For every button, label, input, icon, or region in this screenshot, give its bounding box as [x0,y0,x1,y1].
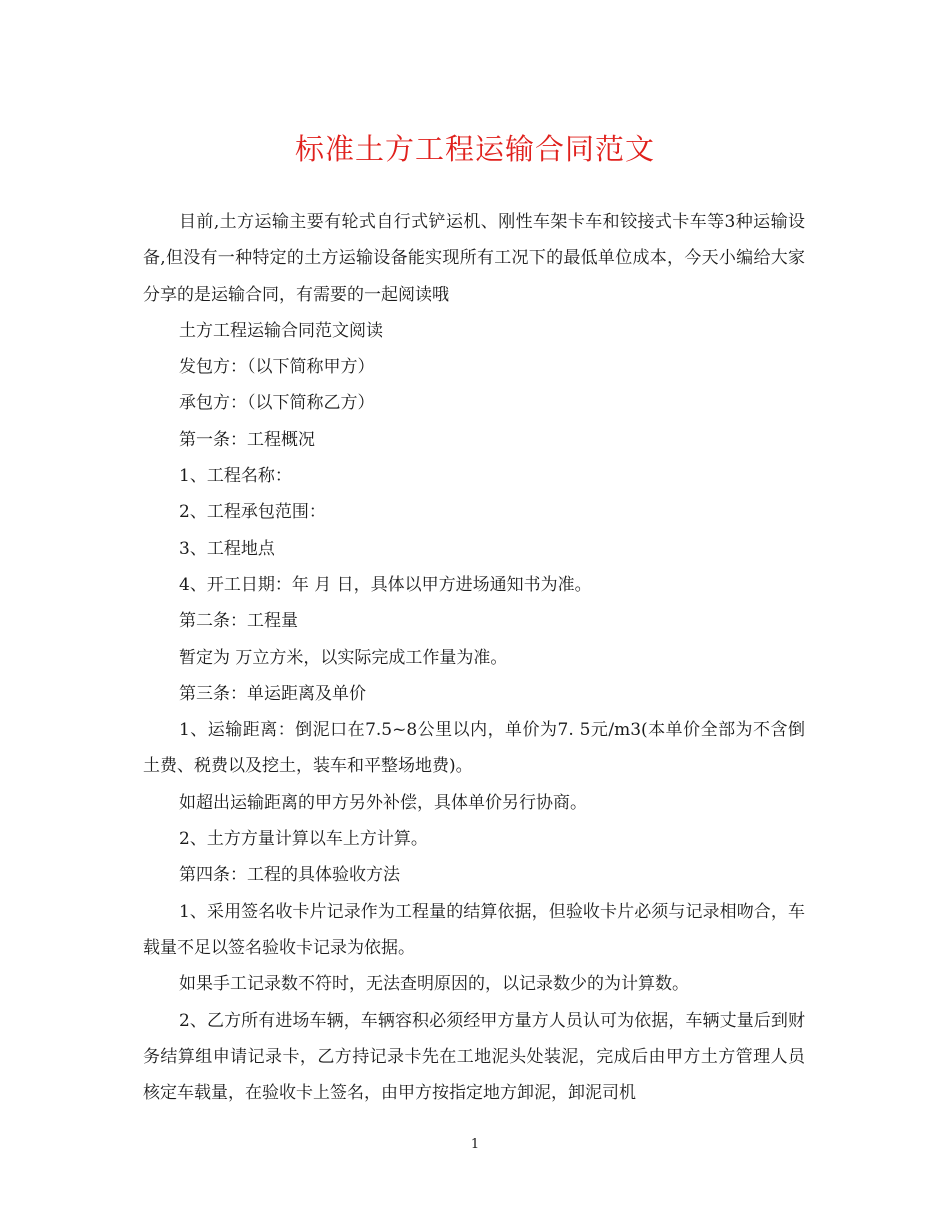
section-heading-2: 第二条：工程量 [179,611,298,632]
list-item: 2、土方方量计算以车上方计算。 [179,829,428,850]
section-heading-3: 第三条：单运距离及单价 [179,683,366,704]
paragraph-quantity: 暂定为 万立方米，以实际完成工作量为准。 [179,647,508,668]
list-item: 2、乙方所有进场车辆，车辆容积必须经甲方量方人员认可为依据，车辆丈量后到财务结算组申请记录卡，乙方持记录卡先在工地泥头处装泥，完成后由甲方土方管理人员核定车载量，在验收卡上签名，由甲方按指定地方卸泥，卸泥司机 [143,1010,805,1104]
paragraph-reading-heading: 土方工程运输合同范文阅读 [179,320,383,341]
list-item: 3、工程地点 [179,538,275,559]
document-body [143,204,805,1111]
section-heading-4: 第四条：工程的具体验收方法 [179,865,400,886]
list-item: 2、工程承包范围： [179,502,326,523]
list-item: 1、工程名称： [179,466,292,487]
document-title: 标准土方工程运输合同范文 [294,132,655,166]
paragraph-record-rule: 如果手工记录数不符时，无法查明原因的，以记录数少的为计算数。 [179,974,689,995]
paragraph-party-a: 发包方：（以下简称甲方） [179,357,375,378]
section-heading-1: 第一条：工程概况 [179,429,315,450]
list-item: 1、采用签名收卡片记录作为工程量的结算依据，但验收卡片必须与记录相吻合，车载量不足以签名验收卡记录为依据。 [143,901,805,958]
list-item: 4、开工日期：年 月 日，具体以甲方进场通知书为准。 [179,574,592,595]
paragraph-intro: 目前,土方运输主要有轮式自行式铲运机、刚性车架卡车和铰接式卡车等3种运输设备,但没有一种特定的土方运输设备能实现所有工况下的最低单位成本，今天小编给大家分享的是运输合同，有需要的一起阅读哦 [143,212,805,305]
paragraph-party-b: 承包方：（以下简称乙方） [179,393,375,414]
list-item: 1、运输距离：倒泥口在7.5~8公里以内，单价为7. 5元/m3(本单价全部为不含倒土费、税费以及挖土，装车和平整场地费)。 [143,720,805,777]
paragraph-compensation: 如超出运输距离的甲方另外补偿，具体单价另行协商。 [179,792,587,813]
page-number: 1 [470,1137,480,1152]
